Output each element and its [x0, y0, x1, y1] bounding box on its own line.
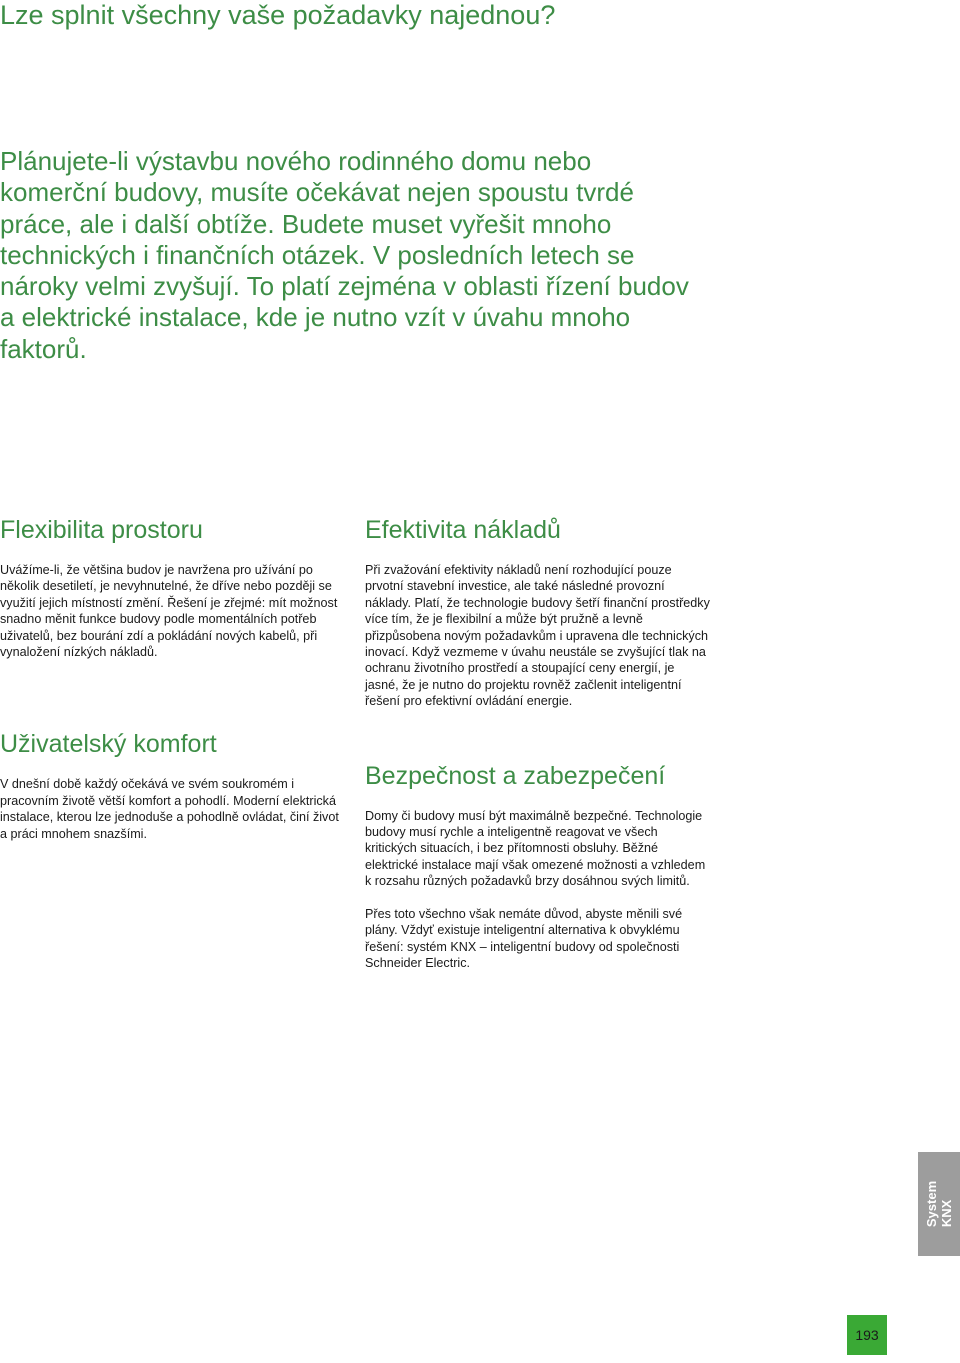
right-column: [365, 512, 710, 971]
section-flexibility: [0, 512, 345, 660]
section-text-security-2: Přes toto všechno však nemáte důvod, abyste měnili své plány. Vždyť existuje inteligentní alternativa k obvyklému řešení: systém KNX – inteligentní budovy od společnosti Schneider Electric.: [365, 906, 683, 970]
sidebar-tab-line-1: System: [924, 1180, 939, 1228]
section-heading-security: Bezpečnost a zabezpečení: [365, 761, 666, 790]
sidebar-tab-label: [924, 1181, 954, 1227]
section-text-cost: Při zvažování efektivity nákladů není rozhodující pouze prvotní stavební investice, ale také následné provozní náklady. Platí, že technologie budovy šetří finanční prostředky více tím, že je flexibilní a může být pružně a levně přizpůsobena novým požadavkům i upravena dle technických inovací. Když vezmeme v úvahu neustále se zvyšující tlak na ochranu životního prostředí a stoupající ceny energií, je jasné, že je nutno do projektu rovněž začlenit inteligentní řešení pro efektivní ovládání energie.: [365, 563, 710, 709]
section-heading-flexibility: Flexibilita prostoru: [0, 516, 203, 544]
section-comfort: [0, 726, 345, 842]
section-text-flexibility: Uvážíme-li, že většina budov je navržena pro užívání po několik desetiletí, je nevyhnutelné, že dříve nebo později se využití jejich místností změní. Řešení je zřejmé: mít možnost snadno měnit funkce budovy podle momentálních potřeb uživatelů, bez bourání zdí a pokládání nových kabelů, při vynaložení nízkých nákladů.: [0, 563, 338, 660]
section-text-comfort: V dnešní době každý očekává ve svém soukromém i pracovním životě větší komfort a pohodlí. Moderní elektrická instalace, kterou lze jednoduše a pohodlně ovládat, činí život a práci mnohem snazšími.: [0, 777, 339, 841]
section-cost: [365, 512, 710, 710]
section-text-security-1: Domy či budovy musí být maximálně bezpečné. Technologie budovy musí rychle a inteligentně reagovat ve všech kritických situacích, i bez přítomnosti obsluhy. Běžné elektrické instalace mají však omezené možnosti a vzhledem k rozsahu různých požadavků brzy dosáhnou svých limitů.: [365, 808, 706, 889]
page-title: Lze splnit všechny vaše požadavky najednou?: [0, 0, 556, 30]
left-column: [0, 512, 345, 842]
section-heading-cost: Efektivita nákladů: [365, 516, 561, 544]
section-security: [365, 758, 710, 972]
section-heading-comfort: Uživatelský komfort: [0, 730, 217, 759]
sidebar-tab: [918, 1152, 960, 1256]
intro-paragraph: Plánujete-li výstavbu nového rodinného domu nebo komerční budovy, musíte očekávat nejen spoustu tvrdé práce, ale i další obtíže. Budete muset vyřešit mnoho technických i finančních otázek. V posledních letech se nároky velmi zvyšují. To platí zejména v oblasti řízení budov a elektrické instalace, kde je nutno vzít v úvahu mnoho faktorů.: [0, 146, 689, 364]
page-number: 193: [847, 1315, 887, 1355]
sidebar-tab-line-2: KNX: [939, 1199, 954, 1228]
